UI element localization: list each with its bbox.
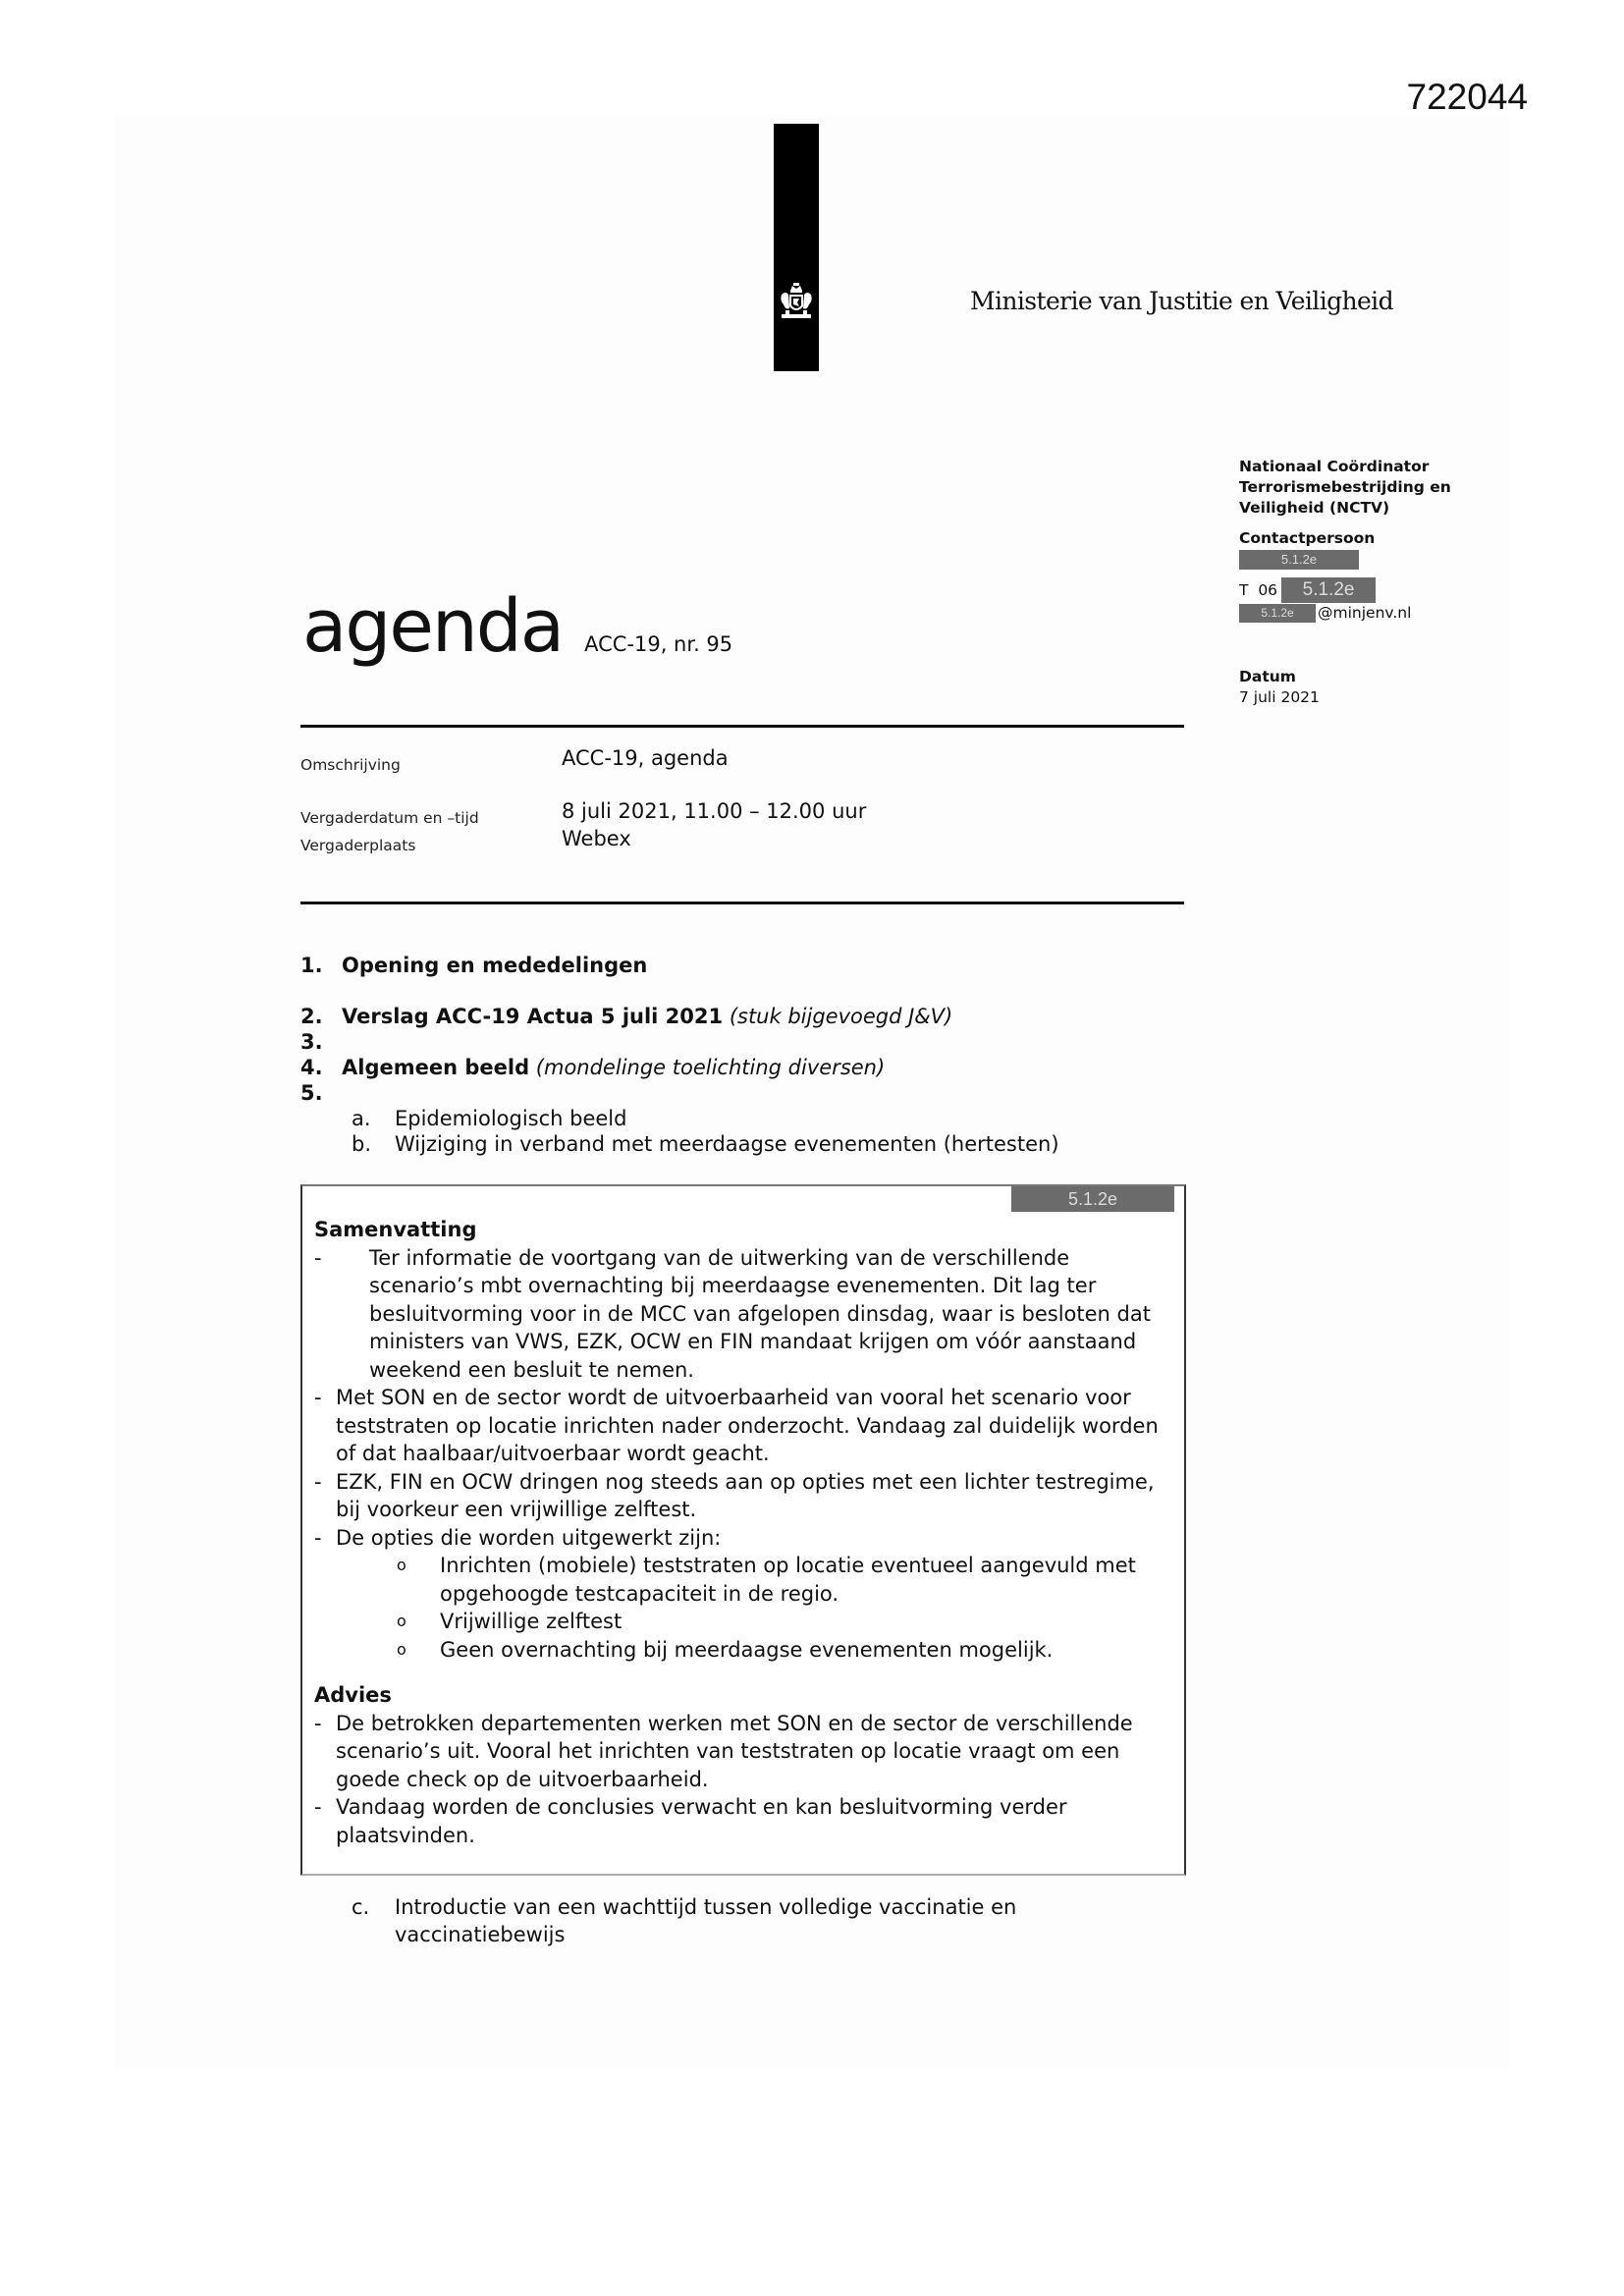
item-text (342, 953, 647, 978)
summary-bullet (314, 1244, 1178, 1385)
meta-place (300, 827, 1184, 854)
email-line (1239, 603, 1494, 624)
agenda-sub-item-c (352, 1893, 1137, 1948)
datetime-value: 8 juli 2021, 11.00 – 12.00 uur (562, 799, 867, 823)
option-text: Geen overnachting bij meerdaagse evenementen mogelijk. (440, 1637, 1054, 1662)
item-number: 1. (300, 954, 323, 977)
org-line: Nationaal Coördinator (1239, 458, 1430, 475)
organization-name (1239, 457, 1494, 519)
summary-bullet (314, 1524, 1178, 1553)
bullet-text: De betrokken departementen werken met SON en de sector de verschillende scenario’s uit. Vooral het inrichten van teststraten op locatie vraagt om een goede check op de uitvoerbaarheid. (336, 1711, 1133, 1791)
sub-item-letter: a. (352, 1107, 371, 1130)
agenda-sub-item (300, 1106, 1184, 1131)
bullet-text: Vandaag worden de conclusies verwacht en kan besluitvorming verder plaatsvinden. (336, 1795, 1067, 1847)
sidebar-info (1239, 457, 1494, 708)
item-number: 2. (300, 1005, 323, 1028)
advice-bullet (314, 1710, 1178, 1794)
divider-top (300, 725, 1184, 728)
item-number: 4. (300, 1056, 323, 1079)
meta-description (300, 746, 1184, 774)
option-text: Vrijwillige zelftest (440, 1610, 623, 1633)
spacer (314, 1664, 1178, 1681)
redaction-phone: 5.1.2e (1281, 577, 1376, 603)
option-text: Inrichten (mobiele) teststraten op locatie eventueel aangevuld met opgehoogde testcapaciteit in de regio. (440, 1554, 1136, 1606)
title-sub: ACC-19, nr. 95 (584, 632, 733, 656)
document-id: 722044 (1406, 77, 1528, 117)
ministry-name: Ministerie van Justitie en Veiligheid (970, 287, 1393, 315)
email-suffix: @minjenv.nl (1318, 604, 1412, 622)
date-value: 7 juli 2021 (1239, 688, 1320, 706)
bullet-text: De opties die worden uitgewerkt zijn: (336, 1525, 722, 1550)
dash-bullet-icon: - (314, 1469, 322, 1494)
item-note: (stuk bijgevoegd J&V) (729, 1005, 953, 1028)
item-title: Opening en mededelingen (342, 954, 648, 977)
datetime-label: Vergaderdatum en –tijd (300, 809, 479, 827)
description-label: Omschrijving (300, 756, 401, 774)
sub-item-text: Introductie van een wachttijd tussen volledige vaccinatie en vaccinatiebewijs (395, 1895, 1017, 1946)
summary-heading: Samenvatting (314, 1218, 477, 1241)
agenda-sub-item (300, 1131, 1184, 1157)
item-number: 3. (300, 1030, 323, 1054)
agenda-list (300, 953, 1184, 1157)
option-item (314, 1552, 1178, 1608)
org-line: Veiligheid (NCTV) (1239, 499, 1390, 517)
circle-bullet-icon: o (397, 1556, 406, 1574)
agenda-item (300, 1055, 1184, 1080)
agenda-item (300, 1029, 1184, 1055)
redaction-email: 5.1.2e (1239, 604, 1316, 623)
item-title: Algemeen beeld (342, 1056, 530, 1079)
coat-of-arms-icon (778, 281, 815, 326)
description-value: ACC-19, agenda (562, 746, 729, 770)
option-item (314, 1608, 1178, 1636)
phone-prefix: T 06 (1239, 580, 1278, 599)
agenda-item (300, 1080, 1184, 1106)
bullet-text: EZK, FIN en OCW dringen nog steeds aan op opties met een lichter testregime, bij voorkeur een vrijwillige zelftest. (336, 1469, 1155, 1521)
item-number: 5. (300, 1081, 323, 1105)
summary-content (314, 1216, 1178, 1849)
divider-bottom (300, 902, 1184, 904)
sub-item-text: Epidemiologisch beeld (395, 1107, 627, 1130)
org-line: Terrorismebestrijding en (1239, 478, 1451, 496)
phone-line (1239, 577, 1494, 603)
advice-heading: Advies (314, 1683, 392, 1707)
dash-bullet-icon: - (314, 1245, 322, 1270)
agenda-item (300, 1004, 1184, 1029)
government-logo (774, 124, 819, 371)
circle-bullet-icon: o (397, 1612, 406, 1630)
option-item (314, 1636, 1178, 1665)
agenda-item (300, 953, 1184, 978)
redaction-box: 5.1.2e (1011, 1186, 1174, 1212)
circle-bullet-icon: o (397, 1639, 406, 1659)
dash-bullet-icon: - (314, 1525, 322, 1550)
summary-box (300, 1184, 1186, 1876)
item-text (342, 1055, 885, 1080)
item-text (342, 1004, 952, 1029)
dash-bullet-icon: - (314, 1795, 322, 1819)
sub-item-letter: c. (352, 1895, 370, 1919)
meta-datetime (300, 799, 1184, 827)
item-title: Verslag ACC-19 Actua 5 juli 2021 (342, 1005, 724, 1028)
bullet-text: Ter informatie de voortgang van de uitwerking van de verschillende scenario’s mbt overnachting bij meerdaagse evenementen. Dit lag ter besluitvorming voor in de MCC van afgelopen dinsdag, waar is besloten dat ministers van VWS, EZK, OCW en FIN mandaat krijgen om vóór aanstaand weekend een besluit te nemen. (369, 1245, 1151, 1382)
advice-bullet (314, 1793, 1178, 1849)
contact-label: Contactpersoon (1239, 529, 1376, 547)
sub-item-text: Wijziging in verband met meerdaagse evenementen (hertesten) (395, 1132, 1059, 1156)
redaction-contact: 5.1.2e (1239, 550, 1359, 570)
dash-bullet-icon: - (314, 1711, 322, 1735)
sub-item-letter: b. (352, 1132, 372, 1156)
bullet-text: Met SON en de sector wordt de uitvoerbaarheid van vooral het scenario voor teststraten op locatie inrichten nader onderzocht. Vandaag zal duidelijk worden of dat haalbaar/uitvoerbaar wordt geacht. (336, 1386, 1159, 1465)
document-title (302, 584, 732, 669)
title-main: agenda (302, 584, 564, 669)
summary-bullet (314, 1468, 1178, 1524)
place-label: Vergaderplaats (300, 837, 416, 854)
date-label: Datum (1239, 668, 1296, 685)
item-note: (mondelinge toelichting diversen) (535, 1056, 886, 1079)
place-value: Webex (562, 827, 631, 850)
dash-bullet-icon: - (314, 1386, 322, 1409)
summary-bullet (314, 1384, 1178, 1468)
